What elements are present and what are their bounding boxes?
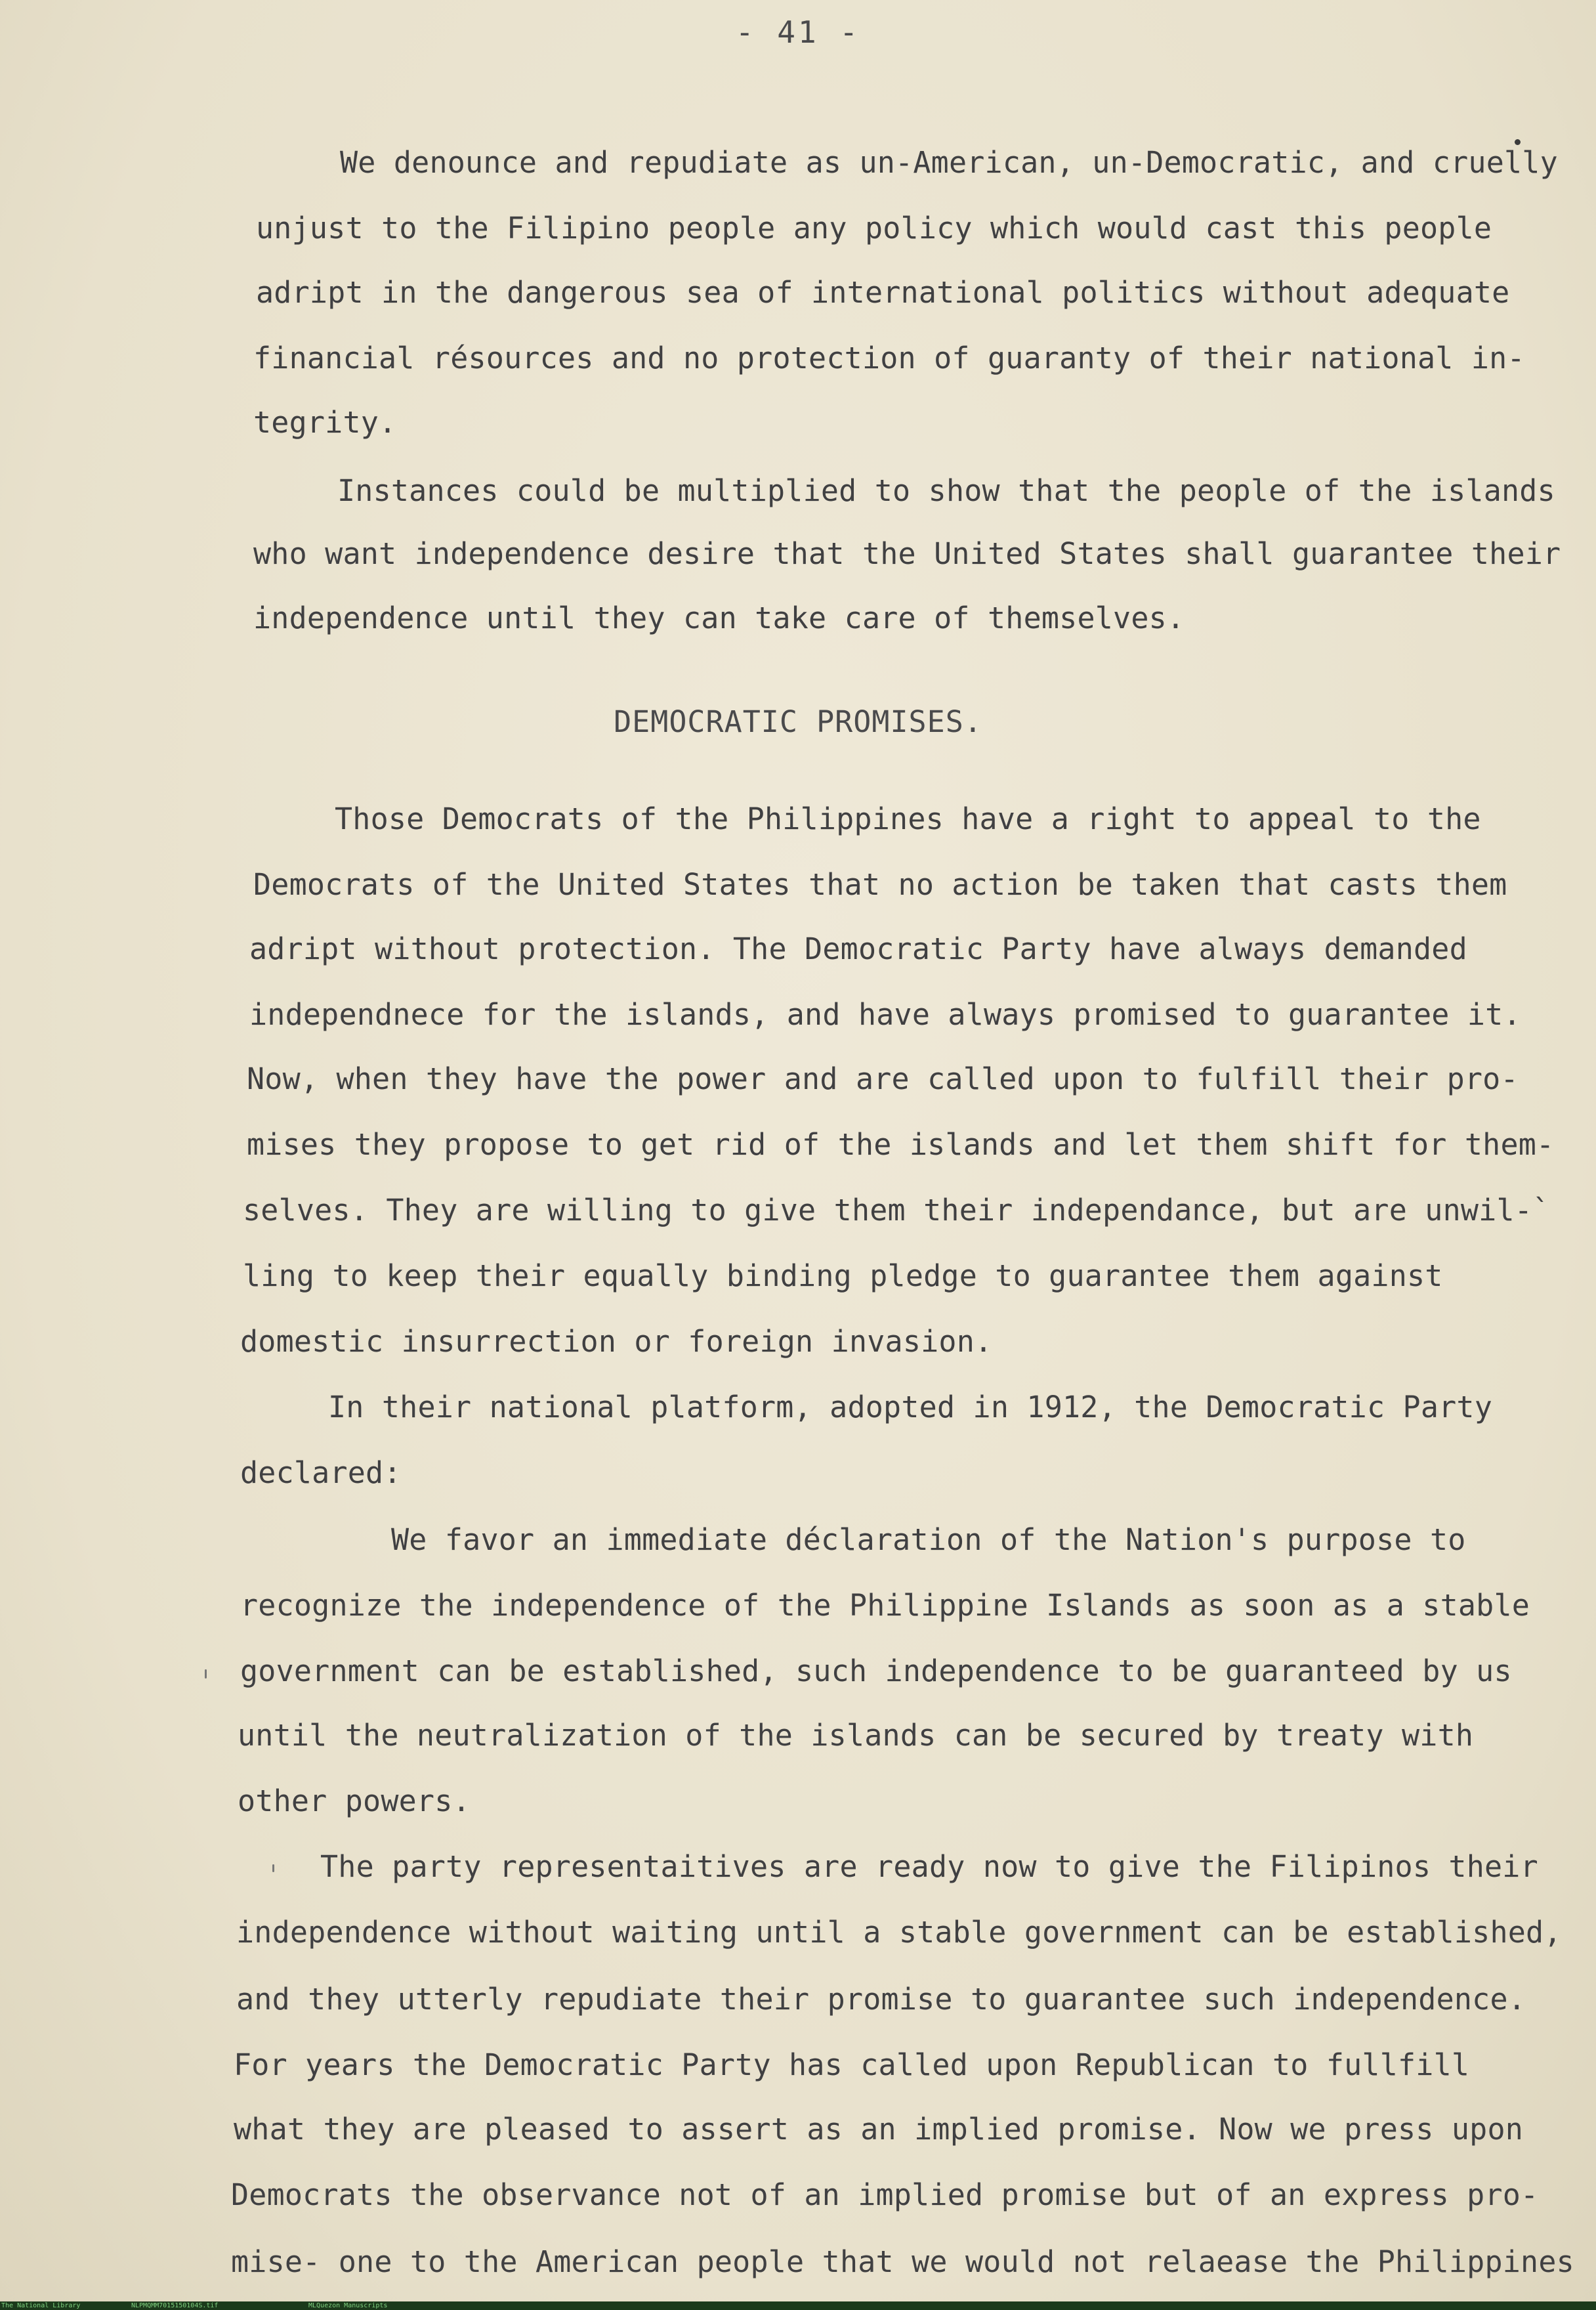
footer-library: The National Library (1, 2302, 81, 2309)
text-line: other powers. (238, 1784, 471, 1818)
footer-file: NLPMQMM7015150104S.tif (131, 2302, 219, 2309)
footer-collection: MLQuezon Manuscripts (308, 2302, 388, 2309)
text-line: unjust to the Filipino people any policy which would cast this people (256, 211, 1492, 246)
text-line: declared: (240, 1455, 402, 1490)
ink-speck (272, 1864, 274, 1872)
text-line: independence without waiting until a stable government can be established, (236, 1915, 1562, 1950)
text-line: adript in the dangerous sea of international politics without adequate (256, 275, 1510, 310)
text-line: independence until they can take care of themselves. (253, 601, 1185, 635)
ink-speck (205, 1669, 207, 1679)
text-line: The party representaitives are ready now to give the Filipinos their (320, 1849, 1538, 1884)
text-line: Democrats of the United States that no action be taken that casts them (253, 867, 1507, 902)
text-line: tegrity. (253, 405, 397, 440)
text-line: who want independence desire that the United States shall guarantee their (253, 536, 1561, 571)
text-line: adript without protection. The Democratic Party have always demanded (249, 931, 1467, 966)
text-line: and they utterly repudiate their promise to guarantee such independence. (236, 1982, 1526, 2017)
section-heading: DEMOCRATIC PROMISES. (614, 704, 982, 739)
text-line: Those Democrats of the Philippines have a right to appeal to the (335, 802, 1481, 836)
text-line: mise- one to the American people that we would not relaease the Philippines (231, 2244, 1574, 2279)
text-line: ling to keep their equally binding pledge to guarantee them against (243, 1258, 1443, 1293)
text-line: Instances could be multiplied to show that the people of the islands (337, 473, 1555, 508)
text-line: mises they propose to get rid of the islands and let them shift for them- (247, 1127, 1555, 1162)
text-line: government can be established, such independence to be guaranteed by us (240, 1654, 1512, 1688)
text-line: recognize the independence of the Philippine Islands as soon as a stable (240, 1588, 1530, 1623)
scan-footer (0, 2301, 1596, 2310)
text-line: We favor an immediate déclaration of the Nation's purpose to (391, 1522, 1466, 1557)
text-line: selves. They are willing to give them their independance, but are unwil-` (243, 1193, 1551, 1228)
text-line: For years the Democratic Party has called upon Republican to fullfill (234, 2047, 1470, 2082)
text-line: In their national platform, adopted in 1912, the Democratic Party (328, 1390, 1492, 1424)
text-line: We denounce and repudiate as un-American, un-Democratic, and cruelly (340, 145, 1558, 180)
text-line: until the neutralization of the islands can be secured by treaty with (238, 1718, 1474, 1753)
text-line: financial résources and no protection of guaranty of their national in- (253, 341, 1525, 375)
text-line: Democrats the observance not of an implied promise but of an express pro- (231, 2177, 1539, 2212)
text-line: independnece for the islands, and have always promised to guarantee it. (249, 997, 1521, 1032)
ink-speck (1515, 139, 1521, 145)
text-line: Now, when they have the power and are called upon to fulfill their pro- (247, 1061, 1519, 1096)
page-number: - 41 - (735, 14, 861, 50)
text-line: what they are pleased to assert as an implied promise. Now we press upon (234, 2112, 1524, 2147)
text-line: domestic insurrection or foreign invasion. (240, 1324, 993, 1359)
